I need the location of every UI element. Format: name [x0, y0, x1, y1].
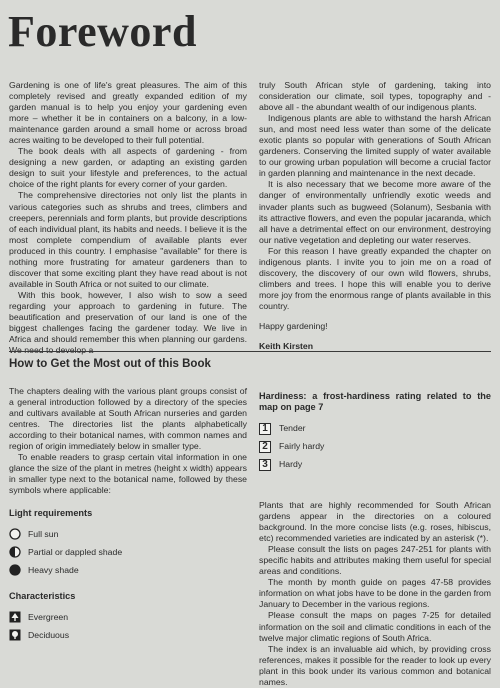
- legend-label: Heavy shade: [28, 564, 79, 575]
- legend-label: Full sun: [28, 528, 59, 539]
- hardiness-legend: [259, 420, 491, 474]
- foreword-paragraph: It is also necessary that we become more aware of the danger of environmentally unfriendly exotic weeds and invader plants such as bugweed (Solanum), Sesbania with its attractive flowers, and even the popular jacaranda, which all have a detrimental effect on our environment, destroying our native vegetation and depleting our water reserves.: [259, 179, 491, 245]
- hardiness-number: 1: [259, 423, 271, 435]
- howto-column-left: [9, 386, 247, 644]
- foreword-paragraph: For this reason I have greatly expanded the chapter on indigenous plants. I invite you to join me on a road of discovery, the discovery of our own wild flowers, shrubs, climbers and trees. I hope this will enable you to derive more joy from the enormous range of plants available in this country.: [259, 245, 491, 311]
- legend-item: [9, 626, 247, 644]
- howto-paragraph: Please consult the maps on pages 7-25 for detailed information on the soil and climatic conditions in each of the twelve major climatic regions of South Africa.: [259, 610, 491, 643]
- characteristics-heading: Characteristics: [9, 591, 76, 602]
- howto-column-right: [259, 386, 491, 688]
- hardiness-number: 2: [259, 441, 271, 453]
- howto-paragraph: Plants that are highly recommended for South African gardens appear in the directories on a coloured background. In the more concise lists (e.g. roses, hibiscus, etc) recommended varieties are indicated by an asterisk (*).: [259, 500, 491, 544]
- foreword-paragraph: The book deals with all aspects of gardening - from designing a new garden, or adapting an existing garden design to suit your lifestyle and preferences, to the actual choice of the right plants for every corner of your garden.: [9, 146, 247, 190]
- howto-paragraph: The month by month guide on pages 47-58 provides information on what jobs have to be done in the garden from January to December in the various regions.: [259, 577, 491, 610]
- light-legend: [9, 525, 247, 579]
- hardiness-item: [259, 438, 491, 456]
- foreword-paragraph: Indigenous plants are able to withstand the harsh African sun, and most need less water than some of the delicate exotic plants so popular with generations of South African gardeners. Conserving the limited supply of water available to our growing urban population will become a crucial factor in garden planning and maintenance in the next decade.: [259, 113, 491, 179]
- howto-paragraph: To enable readers to grasp certain vital information in one glance the size of the plant in metres (height x width) appears in smaller type next to the botanical name, followed by these symbols where applicable:: [9, 452, 247, 496]
- foreword-column-left: [9, 80, 247, 356]
- foreword-paragraph: truly South African style of gardening, taking into consideration our climate, soil types, topography and - above all - the abundant wealth of our indigenous plants.: [259, 80, 491, 113]
- legend-item: [9, 608, 247, 626]
- page-title: Foreword: [8, 7, 197, 56]
- foreword-paragraph: With this book, however, I also wish to sow a seed regarding your approach to gardening in future. The beautification and preservation of our land is one of the biggest challenges facing the gardener today. We live in Africa and should remember this when planning our gardens. We need to develop a: [9, 289, 247, 356]
- legend-label: Evergreen: [28, 611, 69, 622]
- deciduous-tree-icon: [9, 629, 21, 641]
- howto-paragraph: The index is an invaluable aid which, by providing cross references, makes it possible for the reader to look up every plant in this book under its various common and botanical names.: [259, 643, 491, 687]
- foreword-paragraph: Gardening is one of life's great pleasures. The aim of this completely revised and greatly expanded edition of my garden manual is to help you enjoy your gardening even more – whether it be in containers on a balcony, in a low-maintenance garden around a small home or across broad acres waiting to be developed to their full potential.: [9, 80, 247, 146]
- foreword-signature: Keith Kirsten: [259, 341, 314, 352]
- hardiness-heading: Hardiness: a frost-hardiness rating related to the map on page 7: [259, 391, 491, 412]
- light-requirements-heading: Light requirements: [9, 508, 93, 519]
- hardiness-item: [259, 456, 491, 474]
- hardiness-item: [259, 420, 491, 438]
- howto-paragraph: Please consult the lists on pages 247-251 for plants with specific habits and attributes making them useful for special areas and conditions.: [259, 544, 491, 577]
- howto-paragraph: The chapters dealing with the various plant groups consist of a general introduction followed by a directory of the species and cultivars available at South African nurseries and garden centres. The directories list the plants alphabetically according to their botanical names, with common names and region of origin immediately below in smaller type.: [9, 386, 247, 452]
- legend-item: [9, 543, 247, 561]
- legend-label: Deciduous: [28, 629, 70, 640]
- hardiness-label: Hardy: [279, 459, 303, 470]
- hardiness-label: Fairly hardy: [279, 441, 325, 452]
- foreword-column-right: [259, 80, 491, 352]
- evergreen-tree-icon: [9, 611, 21, 623]
- section-divider: [9, 351, 491, 352]
- foreword-closing: Happy gardening!: [259, 320, 328, 331]
- characteristics-legend: [9, 608, 247, 644]
- hardiness-number: 3: [259, 459, 271, 471]
- hardiness-label: Tender: [279, 423, 306, 434]
- heavy-shade-icon: [9, 564, 21, 576]
- foreword-paragraph: The comprehensive directories not only list the plants in various categories such as shrubs and trees, climbers and creepers, perennials and form plants, but provide descriptions of each individual plant, its habits and needs. I believe it is the most complete compendium of available plants ever produced in this country. I emphasise "available" for there is nothing more frustrating for amateur gardeners than to discover that some exciting plant they have read about is not available in South Africa or not suited to our climate.: [9, 190, 247, 289]
- legend-label: Partial or dappled shade: [28, 546, 123, 557]
- full-sun-icon: [9, 528, 21, 540]
- legend-item: [9, 525, 247, 543]
- legend-item: [9, 561, 247, 579]
- section-heading: How to Get the Most out of this Book: [9, 358, 211, 370]
- partial-shade-icon: [9, 546, 21, 558]
